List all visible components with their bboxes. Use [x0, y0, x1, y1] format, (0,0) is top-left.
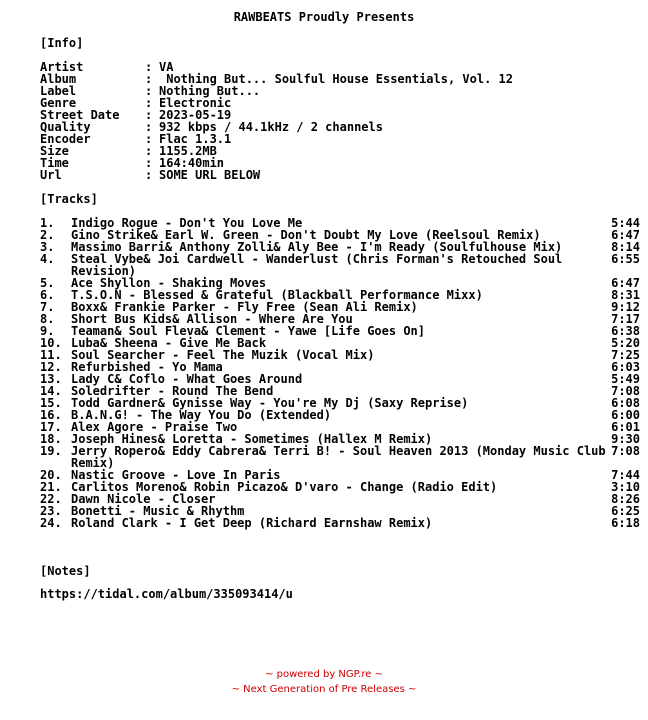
track-number: 1. [40, 216, 55, 230]
track-duration: 6:03 [611, 360, 640, 374]
track-title: Roland Clark - I Get Deep (Richard Earnshaw Remix) [71, 516, 433, 530]
track-number: 19. [40, 444, 62, 458]
track-title: Massimo Barri& Anthony Zolli& Aly Bee - I'm Ready (Soulfulhouse Mix) [71, 240, 563, 254]
info-key: Time [40, 156, 69, 170]
info-value: Nothing But... Soulful House Essentials, Vol. 12 [159, 72, 514, 86]
track-title: Jerry Ropero& Eddy Cabrera& Terri B! - Soul Heaven 2013 (Monday Music Club Remix) [71, 444, 613, 470]
info-value: Electronic [159, 96, 232, 110]
info-separator: : [145, 132, 153, 146]
track-title: Lady C& Coflo - What Goes Around [71, 372, 303, 386]
track-title: Joseph Hines& Loretta - Sometimes (Hallex M Remix) [71, 432, 433, 446]
track-duration: 6:47 [611, 228, 640, 242]
track-title: Refurbished - Yo Mama [71, 360, 223, 374]
info-value: 164:40min [159, 156, 225, 170]
track-title: Dawn Nicole - Closer [71, 492, 216, 506]
info-key: Quality [40, 120, 91, 134]
track-title: Alex Agore - Praise Two [71, 420, 238, 434]
track-title: T.S.O.N - Blessed & Grateful (Blackball Performance Mixx) [71, 288, 483, 302]
track-number: 11. [40, 348, 62, 362]
track-duration: 3:10 [611, 480, 640, 494]
track-row [40, 517, 640, 529]
track-number: 13. [40, 372, 62, 386]
info-key: Url [40, 168, 62, 182]
track-number: 22. [40, 492, 62, 506]
info-key: Genre [40, 96, 77, 110]
track-number: 17. [40, 420, 62, 434]
track-duration: 6:25 [611, 504, 640, 518]
track-duration: 5:49 [611, 372, 640, 386]
info-separator: : [145, 84, 153, 98]
info-row [40, 121, 513, 133]
track-title: Luba& Sheena - Give Me Back [71, 336, 267, 350]
footer-powered-by: ~ powered by NGP.re ~ [265, 669, 383, 680]
track-number: 9. [40, 324, 55, 338]
info-separator: : [145, 120, 153, 134]
track-duration: 6:47 [611, 276, 640, 290]
track-number: 5. [40, 276, 55, 290]
info-separator: : [145, 96, 153, 110]
track-duration: 6:38 [611, 324, 640, 338]
track-duration: 6:18 [611, 516, 640, 530]
track-title: Soledrifter - Round The Bend [71, 384, 274, 398]
info-separator: : [145, 168, 153, 182]
track-duration: 6:01 [611, 420, 640, 434]
info-row [40, 169, 513, 181]
track-row [40, 253, 640, 277]
track-number: 24. [40, 516, 62, 530]
track-duration: 6:08 [611, 396, 640, 410]
info-value: VA [159, 60, 174, 74]
info-key: Street Date [40, 108, 120, 122]
track-number: 10. [40, 336, 62, 350]
track-duration: 8:14 [611, 240, 640, 254]
notes-heading: [Notes] [40, 564, 91, 578]
track-number: 8. [40, 312, 55, 326]
info-row [40, 85, 513, 97]
track-number: 7. [40, 300, 55, 314]
track-title: Gino Strike& Earl W. Green - Don't Doubt My Love (Reelsoul Remix) [71, 228, 541, 242]
track-title: Short Bus Kids& Allison - Where Are You [71, 312, 353, 326]
track-number: 20. [40, 468, 62, 482]
track-duration: 8:31 [611, 288, 640, 302]
info-value: SOME URL BELOW [159, 168, 261, 182]
page-title: RAWBEATS Proudly Presents [233, 10, 415, 24]
track-title: Teaman& Soul Fleva& Clement - Yawe [Life Goes On] [71, 324, 426, 338]
info-row [40, 73, 513, 85]
track-duration: 6:55 [611, 252, 640, 266]
track-duration: 7:25 [611, 348, 640, 362]
track-number: 21. [40, 480, 62, 494]
info-key: Encoder [40, 132, 91, 146]
track-number: 16. [40, 408, 62, 422]
track-title: Nastic Groove - Love In Paris [71, 468, 281, 482]
info-value: 1155.2MB [159, 144, 217, 158]
track-number: 3. [40, 240, 55, 254]
track-title: Steal Vybe& Joi Cardwell - Wanderlust (Chris Forman's Retouched Soul Revision) [71, 252, 570, 278]
track-title: Soul Searcher - Feel The Muzik (Vocal Mix) [71, 348, 375, 362]
track-duration: 5:20 [611, 336, 640, 350]
track-duration: 7:08 [611, 384, 640, 398]
track-duration: 8:26 [611, 492, 640, 506]
footer-tagline: ~ Next Generation of Pre Releases ~ [231, 684, 417, 695]
track-duration: 9:12 [611, 300, 640, 314]
track-title: Indigo Rogue - Don't You Love Me [71, 216, 303, 230]
track-title: Ace Shyllon - Shaking Moves [71, 276, 267, 290]
track-number: 15. [40, 396, 62, 410]
info-table [40, 61, 513, 181]
info-value: 932 kbps / 44.1kHz / 2 channels [159, 120, 383, 134]
track-duration: 9:30 [611, 432, 640, 446]
info-separator: : [145, 156, 153, 170]
track-row [40, 445, 640, 469]
track-title: Todd Gardner& Gynisse Way - You're My Dj (Saxy Reprise) [71, 396, 469, 410]
track-number: 4. [40, 252, 55, 266]
info-value: Nothing But... [159, 84, 261, 98]
info-value: Flac 1.3.1 [159, 132, 232, 146]
track-duration: 7:44 [611, 468, 640, 482]
track-number: 12. [40, 360, 62, 374]
info-row [40, 133, 513, 145]
info-separator: : [145, 144, 153, 158]
info-value: 2023-05-19 [159, 108, 232, 122]
info-separator: : [145, 72, 153, 86]
track-title: Carlitos Moreno& Robin Picazo& D'varo - Change (Radio Edit) [71, 480, 498, 494]
info-separator: : [145, 60, 153, 74]
track-number: 14. [40, 384, 62, 398]
info-key: Label [40, 84, 77, 98]
track-title: Bonetti - Music & Rhythm [71, 504, 245, 518]
info-heading: [Info] [40, 36, 84, 50]
track-number: 2. [40, 228, 55, 242]
track-duration: 7:17 [611, 312, 640, 326]
track-list [40, 217, 640, 529]
track-duration: 6:00 [611, 408, 640, 422]
info-separator: : [145, 108, 153, 122]
info-row [40, 157, 513, 169]
track-number: 18. [40, 432, 62, 446]
info-key: Size [40, 144, 69, 158]
track-number: 6. [40, 288, 55, 302]
track-title: Boxx& Frankie Parker - Fly Free (Sean Ali Remix) [71, 300, 418, 314]
tracks-heading: [Tracks] [40, 192, 98, 206]
notes-url: https://tidal.com/album/335093414/u [40, 587, 293, 601]
track-duration: 7:08 [611, 444, 640, 458]
track-number: 23. [40, 504, 62, 518]
info-row [40, 145, 513, 157]
info-key: Album [40, 72, 77, 86]
track-title: B.A.N.G! - The Way You Do (Extended) [71, 408, 332, 422]
info-key: Artist [40, 60, 84, 74]
track-duration: 5:44 [611, 216, 640, 230]
